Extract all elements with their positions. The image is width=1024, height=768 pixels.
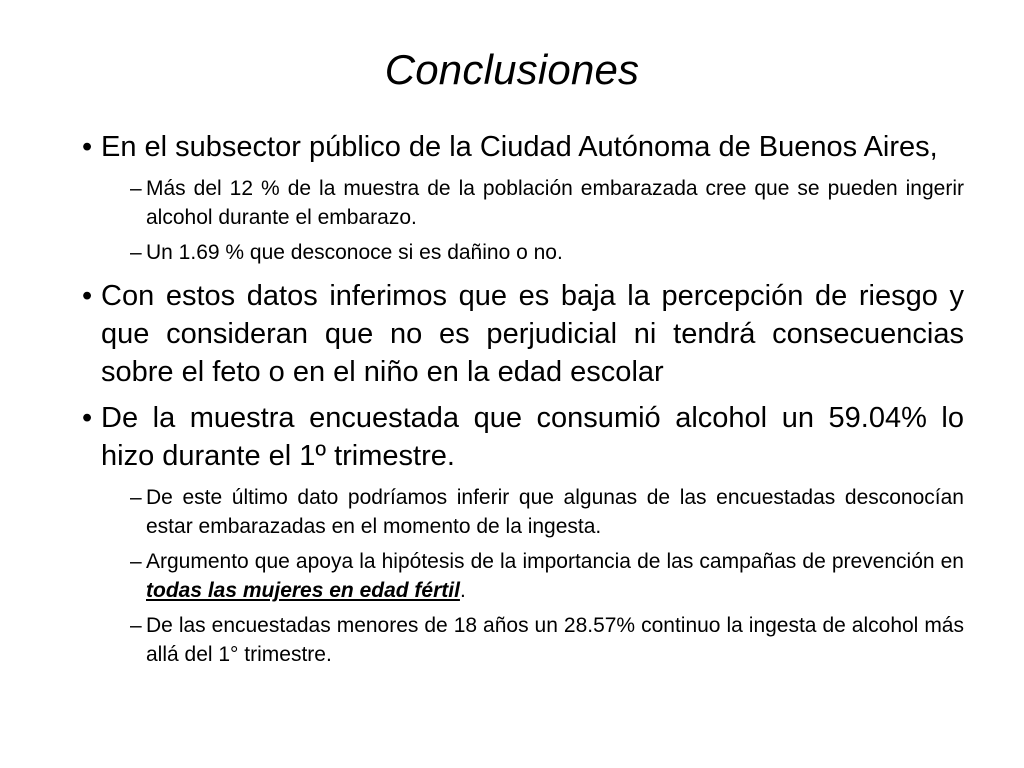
bullet-item: [80, 128, 964, 166]
sub-bullet-text: Más del 12 % de la muestra de la población embarazada cree que se pueden ingerir alcohol durante el embarazo.: [146, 177, 964, 229]
sub-bullet-text: De este último dato podríamos inferir que algunas de las encuestadas desconocían estar embarazadas en el momento de la ingesta.: [146, 486, 964, 538]
bullet-icon: •: [82, 280, 93, 312]
dash-icon: –: [130, 486, 142, 509]
bullet-item: [80, 277, 964, 391]
sub-bullet-text: Argumento que apoya la hipótesis de la importancia de las campañas de prevención en: [146, 550, 964, 573]
bullet-text: En el subsector público de la Ciudad Autónoma de Buenos Aires,: [101, 131, 938, 163]
bullet-text: De la muestra encuestada que consumió alcohol un 59.04% lo hizo durante el 1º trimestre.: [101, 402, 964, 472]
bullet-icon: •: [82, 131, 93, 163]
slide-title: Conclusiones: [384, 46, 640, 93]
sub-bullet-item: [130, 483, 964, 541]
bullet-icon: •: [82, 402, 93, 434]
dash-icon: –: [130, 614, 142, 637]
sub-bullet-text: Un 1.69 % que desconoce si es dañino o no.: [146, 241, 563, 264]
dash-icon: –: [130, 241, 142, 264]
dash-icon: –: [130, 550, 142, 573]
sub-bullet-item: [130, 611, 964, 669]
bullet-text: Con estos datos inferimos que es baja la percepción de riesgo y que consideran que no es perjudicial ni tendrá consecuencias sobre el feto o en el niño en la edad escolar: [101, 280, 964, 388]
emphasis-text: todas las mujeres en edad fértil: [146, 579, 460, 602]
slide-content: [80, 128, 964, 675]
dash-icon: –: [130, 177, 142, 200]
bullet-item: [80, 399, 964, 475]
sub-bullet-item: [130, 238, 964, 267]
sub-bullet-text-end: .: [459, 579, 466, 602]
sub-bullet-text: De las encuestadas menores de 18 años un 28.57% continuo la ingesta de alcohol más allá del 1° trimestre.: [146, 614, 964, 666]
sub-bullet-item: [130, 547, 964, 605]
sub-bullet-item: [130, 174, 964, 232]
